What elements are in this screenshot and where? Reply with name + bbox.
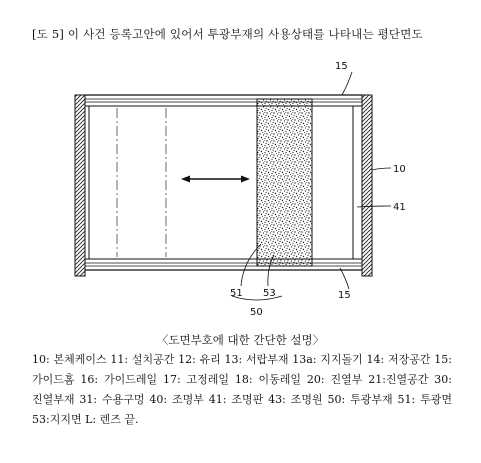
- right-wall: [362, 95, 372, 276]
- ref-51: 51: [230, 288, 243, 299]
- double-arrow: [181, 176, 250, 183]
- light-transmitting-member: [257, 99, 312, 266]
- ref-15-bottom: 15: [338, 290, 351, 301]
- left-wall: [75, 95, 85, 276]
- ref-15-top: 15: [335, 61, 348, 72]
- ref-50: 50: [250, 307, 263, 318]
- ref-10: 10: [393, 164, 406, 175]
- figure-caption: [도 5] 이 사건 등록고안에 있어서 투광부재의 사용상태를 나타내는 평단면도: [32, 27, 423, 41]
- ref-53: 53: [263, 288, 276, 299]
- ref-41: 41: [393, 202, 406, 213]
- legend-title: 〈도면부호에 대한 간단한 설명〉: [156, 333, 325, 347]
- legend-body: 10: 본체케이스 11: 설치공간 12: 유리 13: 서랍부재 13a: 지지돌기 14: 저장공간 15: 가이드홈 16: 가이드레일 17: 고정레일 18: 이동레일 20: 진열부 21:진열공간 30: 진열부재 31: 수용구멍 40: 조명부 41: 조명판 43: 조명원 50: 투광부재 51: 투광면 53:지지면 L: 렌즈 끝.: [32, 353, 452, 426]
- top-guide-rails: [85, 95, 362, 106]
- bottom-guide-rails: [85, 259, 362, 270]
